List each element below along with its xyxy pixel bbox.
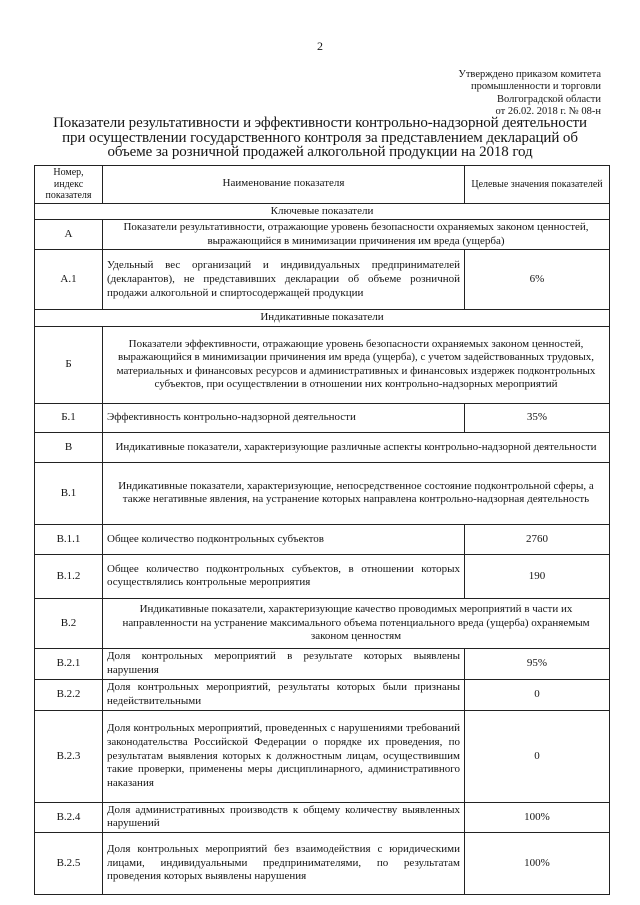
indicators-table xyxy=(34,165,610,895)
table-row xyxy=(35,598,610,648)
title-line: объеме за розничной продажей алкогольной продукции на 2018 год xyxy=(107,144,533,161)
row-value: 35% xyxy=(465,403,610,432)
row-name: Индикативные показатели, характеризующие различные аспекты контрольно-надзорной деятельности xyxy=(103,432,610,462)
row-name: Доля административных производств к общему количеству выявленных нарушений xyxy=(103,802,465,832)
table-row xyxy=(35,802,610,832)
row-value: 6% xyxy=(465,250,610,310)
approval-line: Волгоградской области xyxy=(496,93,601,105)
table-row xyxy=(35,554,610,598)
title-line: Показатели результативности и эффективности контрольно-надзорной деятельности xyxy=(53,115,587,131)
section-title: Индикативные показатели xyxy=(35,310,610,327)
row-code: В.1.2 xyxy=(35,554,103,598)
approval-line: Утверждено приказом комитета xyxy=(458,69,601,80)
approval-line: от 26.02. 2018 г. № 08-н xyxy=(495,106,601,118)
page-number: 2 xyxy=(317,39,323,53)
header-code: Номер, индекс показателя xyxy=(35,166,103,204)
document-title xyxy=(20,116,620,160)
row-value: 0 xyxy=(465,710,610,802)
table-row xyxy=(35,326,610,403)
table-row xyxy=(35,403,610,432)
row-name: Доля контрольных мероприятий без взаимодействия с юридическими лицами, индивидуальными предпринимателями, по результатам проведения которых выявлены нарушения xyxy=(103,833,465,895)
title-line: при осуществлении государственного контроля за представлением деклараций об xyxy=(62,129,578,146)
table-row xyxy=(35,648,610,679)
row-name: Эффективность контрольно-надзорной деятельности xyxy=(103,403,465,432)
approval-line: промышленности и торговли xyxy=(470,81,601,93)
section-row-indicative xyxy=(35,310,610,327)
row-code: В.2.5 xyxy=(35,833,103,895)
table-row xyxy=(35,679,610,710)
row-name: Доля контрольных мероприятий, проведенных с нарушениями требований законодательства Российской Федерации о порядке их проведения, по результатам выявления которых к должностным лицам, осуществившим такие проверки, применены меры дисциплинарного, административного наказания xyxy=(103,710,465,802)
row-value: 190 xyxy=(465,554,610,598)
row-code: А.1 xyxy=(35,250,103,310)
row-value: 95% xyxy=(465,648,610,679)
row-code: В.2.1 xyxy=(35,648,103,679)
row-name: Доля контрольных мероприятий, результаты которых были признаны недействительными xyxy=(103,679,465,710)
table-row xyxy=(35,220,610,250)
row-code: В.2.3 xyxy=(35,710,103,802)
table-row xyxy=(35,432,610,462)
section-title: Ключевые показатели xyxy=(35,203,610,220)
row-name: Показатели результативности, отражающие уровень безопасности охраняемых законом ценностей, выражающийся в минимизации причинения им вреда (ущерба) xyxy=(103,220,610,250)
row-value: 2760 xyxy=(465,524,610,554)
approval-stamp-text xyxy=(400,69,601,119)
row-value: 100% xyxy=(465,802,610,832)
row-code: Б.1 xyxy=(35,403,103,432)
row-name: Доля контрольных мероприятий в результате которых выявлены нарушения xyxy=(103,648,465,679)
table-row xyxy=(35,250,610,310)
row-value: 100% xyxy=(465,833,610,895)
row-code: В.2.2 xyxy=(35,679,103,710)
row-name: Индикативные показатели, характеризующие качество проводимых мероприятий в части их направленности на устранение максимального объема потенциального вреда (ущерба) охраняемым законом ценностям xyxy=(103,598,610,648)
row-name: Общее количество подконтрольных субъектов xyxy=(103,524,465,554)
row-code: В.1.1 xyxy=(35,524,103,554)
row-name: Индикативные показатели, характеризующие, непосредственное состояние подконтрольной сферы, а также негативные явления, на устранение которых направлена контрольно-надзорная деятельность xyxy=(103,462,610,524)
row-name: Показатели эффективности, отражающие уровень безопасности охраняемых законом ценностей, выражающийся в минимизации причинения им вреда (ущерба), с учетом задействованных трудовых, материальных и финансовых ресурсов и административных и финансовых издержек подконтрольных субъектов, при осуществлении в отношении них контрольно-надзорных мероприятий xyxy=(103,326,610,403)
header-name: Наименование показателя xyxy=(103,166,465,204)
table-row xyxy=(35,833,610,895)
table-header-row xyxy=(35,166,610,204)
header-value: Целевые значения показателей xyxy=(465,166,610,204)
row-code: В.1 xyxy=(35,462,103,524)
table-row xyxy=(35,524,610,554)
table-row xyxy=(35,462,610,524)
row-code: В.2.4 xyxy=(35,802,103,832)
row-code: В xyxy=(35,432,103,462)
row-code: В.2 xyxy=(35,598,103,648)
row-code: Б xyxy=(35,326,103,403)
row-code: А xyxy=(35,220,103,250)
table-row xyxy=(35,710,610,802)
row-name: Удельный вес организаций и индивидуальных предпринимателей (декларантов), не представивших декларации об объеме розничной продажи алкогольной и спиртосодержащей продукции xyxy=(103,250,465,310)
section-row-key xyxy=(35,203,610,220)
row-value: 0 xyxy=(465,679,610,710)
row-name: Общее количество подконтрольных субъектов, в отношении которых осуществлялись контрольные мероприятия xyxy=(103,554,465,598)
